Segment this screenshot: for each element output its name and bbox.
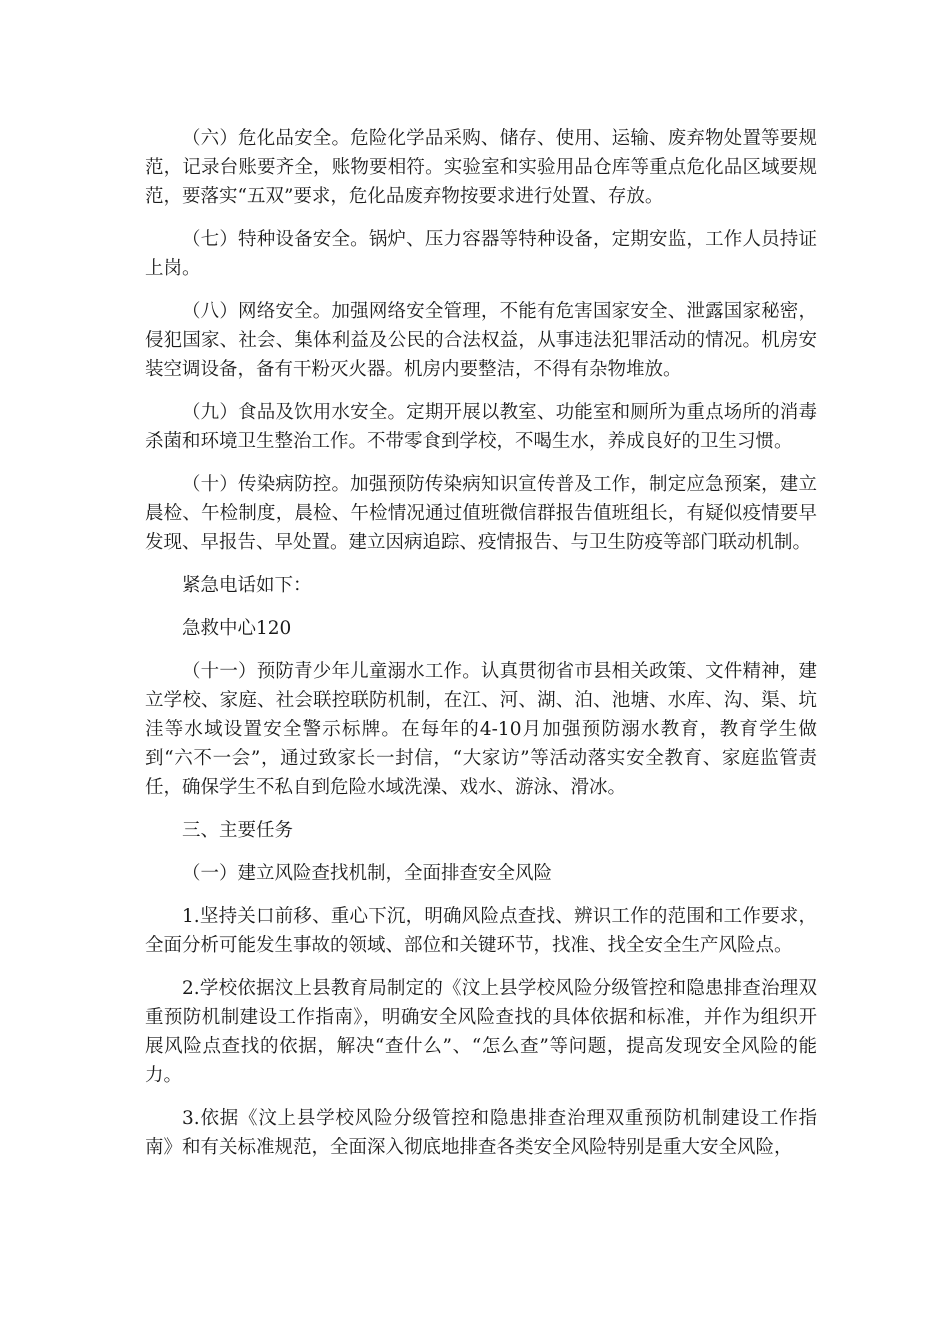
paragraph-emergency-center: 急救中心120 <box>182 618 292 639</box>
subsection-heading-risk-mechanism: （一）建立风险查找机制，全面排查安全风险 <box>182 863 553 884</box>
paragraph-item-1: 1.坚持关口前移、重心下沉，明确风险点查找、辨识工作的范围和工作要求，全面分析可能发生事故的领域、部位和关键环节，找准、找全安全生产风险点。 <box>145 906 817 956</box>
paragraph-emergency-phones: 紧急电话如下： <box>182 575 312 596</box>
paragraph-special-equipment: （七）特种设备安全。锅炉、压力容器等特种设备，定期安监，工作人员持证上岗。 <box>145 229 817 279</box>
document-body <box>145 124 817 1176</box>
paragraph-network-security: （八）网络安全。加强网络安全管理，不能有危害国家安全、泄露国家秘密，侵犯国家、社会、集体利益及公民的合法权益，从事违法犯罪活动的情况。机房安装空调设备，备有干粉灭火器。机房内要整洁，不得有杂物堆放。 <box>145 301 817 380</box>
section-heading-main-tasks: 三、主要任务 <box>182 820 294 841</box>
paragraph-item-2: 2.学校依据汶上县教育局制定的《汶上县学校风险分级管控和隐患排查治理双重预防机制建设工作指南》，明确安全风险查找的具体依据和标准，并作为组织开展风险点查找的依据，解决“查什么”、“怎么查”等问题，提高发现安全风险的能力。 <box>145 978 817 1086</box>
paragraph-infectious-disease: （十）传染病防控。加强预防传染病知识宣传普及工作，制定应急预案，建立晨检、午检制度，晨检、午检情况通过值班微信群报告值班组长，有疑似疫情要早发现、早报告、早处置。建立因病追踪、疫情报告、与卫生防疫等部门联动机制。 <box>145 474 817 553</box>
paragraph-item-3: 3.依据《汶上县学校风险分级管控和隐患排查治理双重预防机制建设工作指南》和有关标准规范，全面深入彻底地排查各类安全风险特别是重大安全风险， <box>145 1108 817 1158</box>
paragraph-hazardous-chemicals: （六）危化品安全。危险化学品采购、储存、使用、运输、废弃物处置等要规范，记录台账要齐全，账物要相符。实验室和实验用品仓库等重点危化品区域要规范，要落实“五双”要求，危化品废弃物按要求进行处置、存放。 <box>145 128 817 207</box>
paragraph-food-water-safety: （九）食品及饮用水安全。定期开展以教室、功能室和厕所为重点场所的消毒杀菌和环境卫生整治工作。不带零食到学校，不喝生水，养成良好的卫生习惯。 <box>145 402 817 452</box>
paragraph-drowning-prevention: （十一）预防青少年儿童溺水工作。认真贯彻省市县相关政策、文件精神，建立学校、家庭、社会联控联防机制，在江、河、湖、泊、池塘、水库、沟、渠、坑洼等水域设置安全警示标牌。在每年的4-10月加强预防溺水教育，教育学生做到“六不一会”，通过致家长一封信，“大家访”等活动落实安全教育、家庭监管责任，确保学生不私自到危险水域洗澡、戏水、游泳、滑冰。 <box>145 661 817 798</box>
